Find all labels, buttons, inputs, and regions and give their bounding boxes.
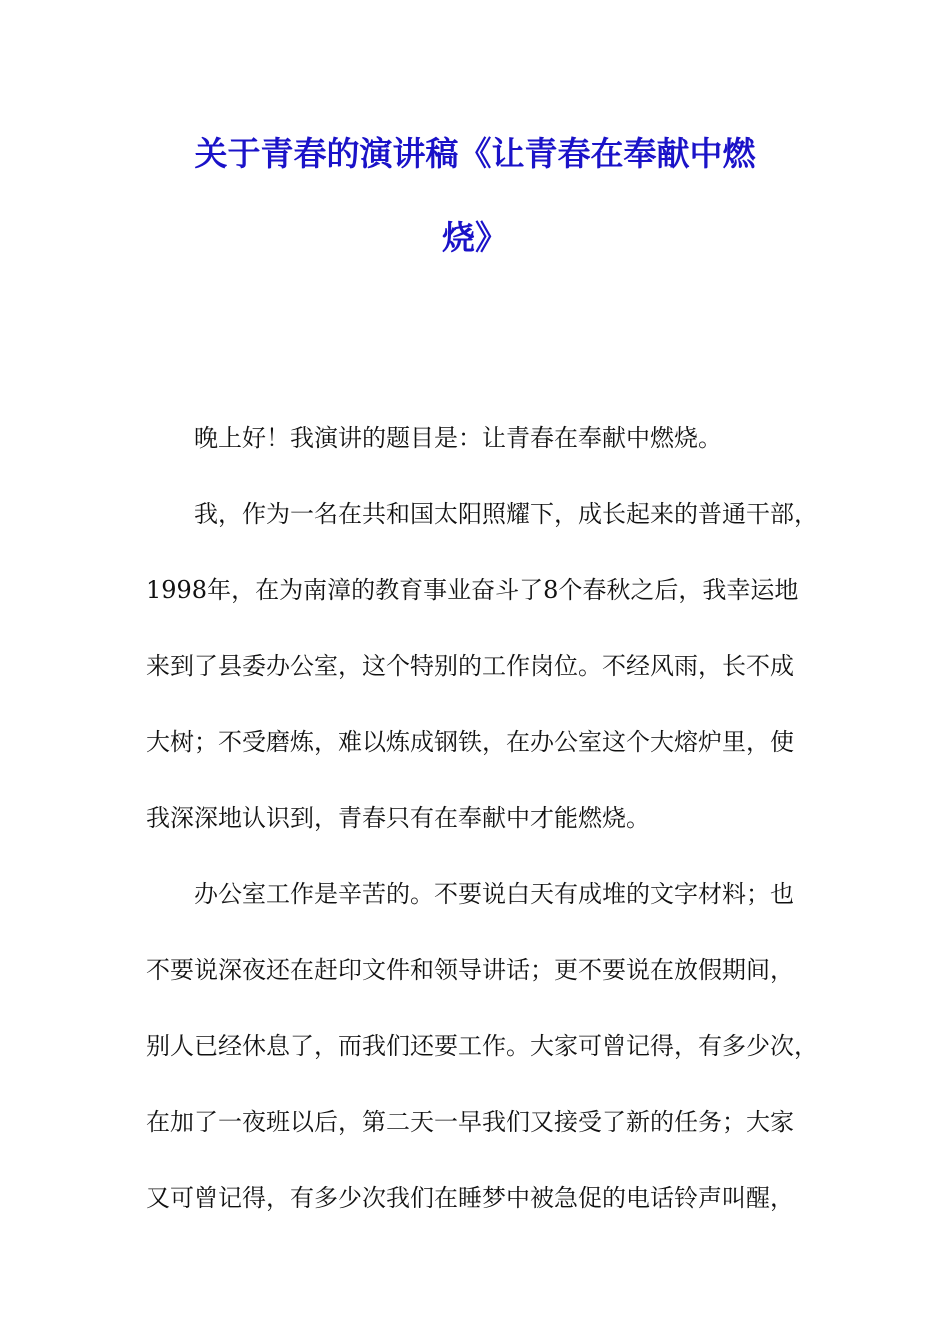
text-line: 在加了一夜班以后，第二天一早我们又接受了新的任务；大家 [146, 1108, 794, 1136]
text-line: 1998年，在为南漳的教育事业奋斗了8个春秋之后，我幸运地 [146, 576, 799, 604]
text-line: 又可曾记得，有多少次我们在睡梦中被急促的电话铃声叫醒， [146, 1184, 794, 1212]
document-title [140, 112, 810, 280]
text-line: 别人已经休息了，而我们还要工作。大家可曾记得，有多少次， [146, 1032, 818, 1060]
text-line: 我，作为一名在共和国太阳照耀下，成长起来的普通干部， [194, 500, 818, 528]
title-line-2: 烧》 [442, 218, 508, 257]
text-line: 来到了县委办公室，这个特别的工作岗位。不经风雨，长不成 [146, 652, 794, 680]
text-line: 办公室工作是辛苦的。不要说白天有成堆的文字材料；也 [194, 880, 794, 908]
text-line: 我深深地认识到，青春只有在奉献中才能燃烧。 [146, 804, 650, 832]
text-line: 晚上好！我演讲的题目是：让青春在奉献中燃烧。 [194, 424, 722, 452]
text-line: 不要说深夜还在赶印文件和领导讲话；更不要说在放假期间， [146, 956, 794, 984]
title-line-1: 关于青春的演讲稿《让青春在奉献中燃 [194, 134, 756, 173]
text-line: 大树；不受磨炼，难以炼成钢铁，在办公室这个大熔炉里，使 [146, 728, 794, 756]
document-body [146, 400, 836, 1236]
